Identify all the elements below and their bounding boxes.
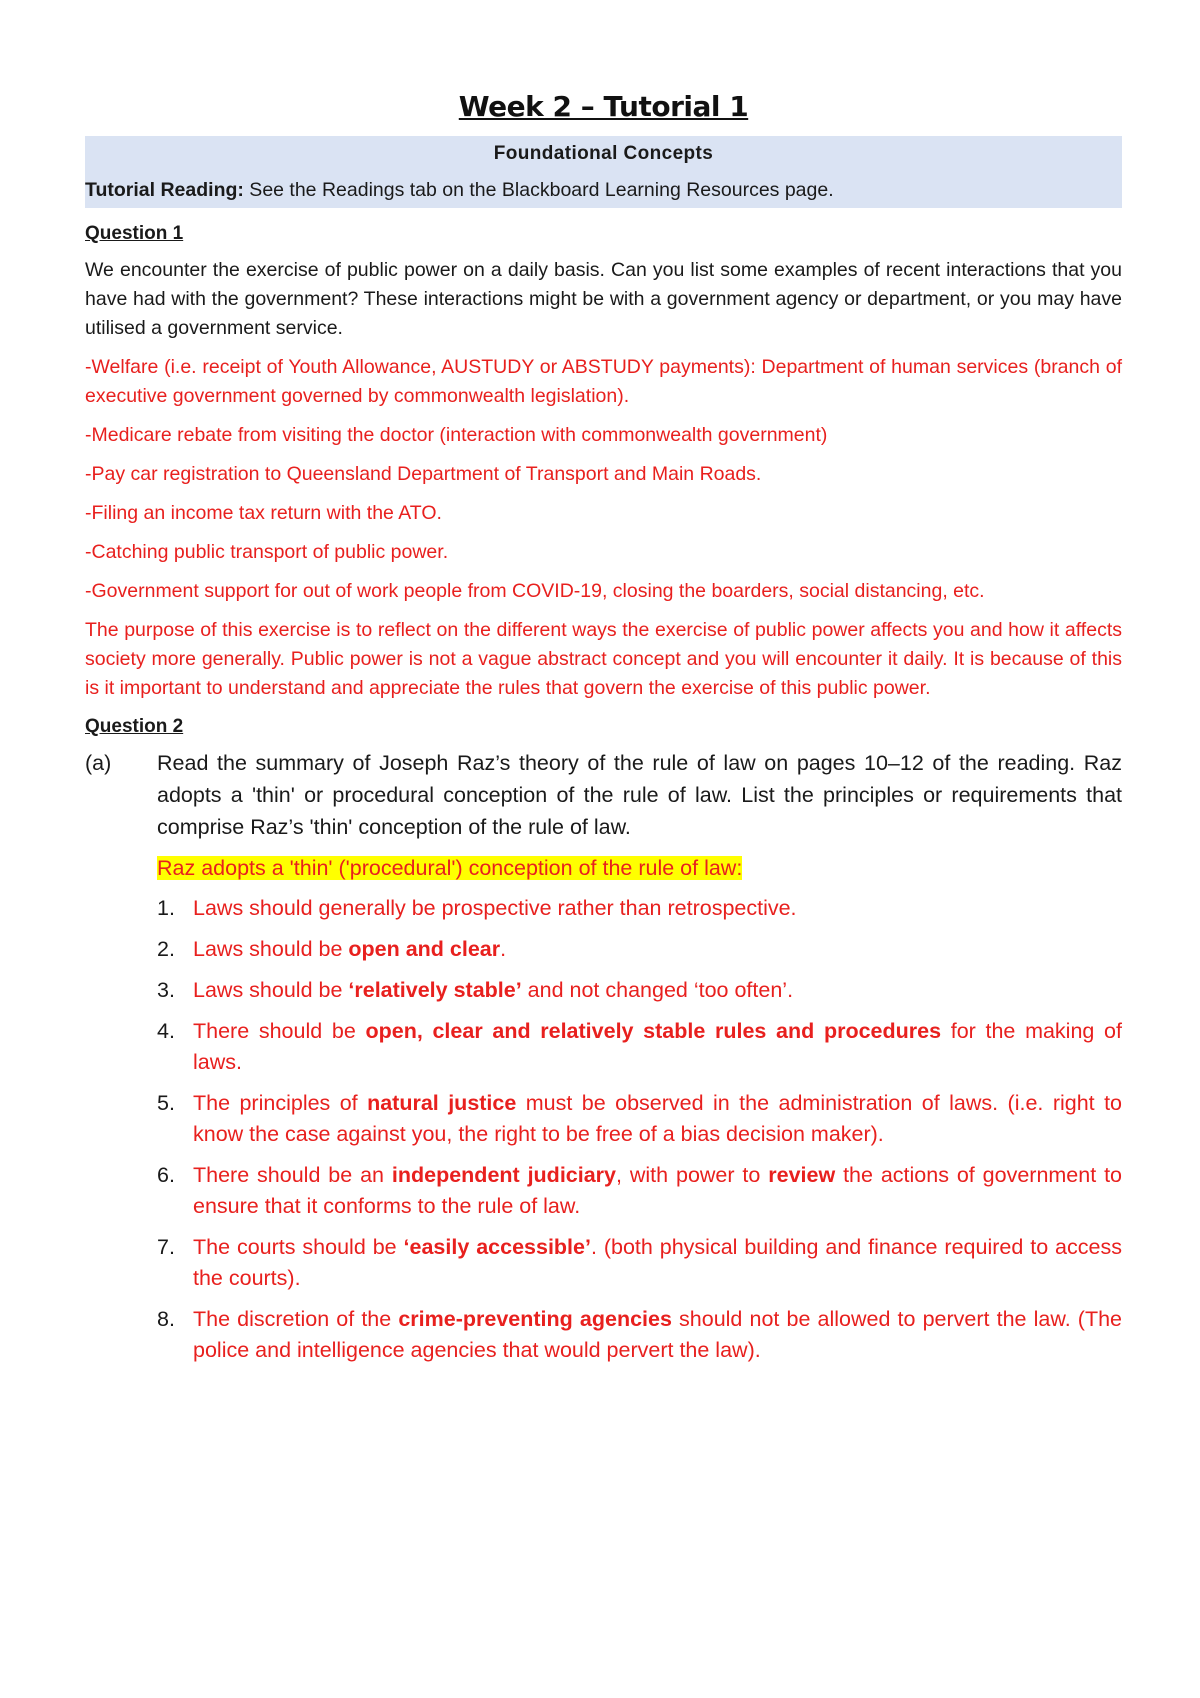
list-text: Laws should be (193, 978, 349, 1002)
tutorial-reading (85, 178, 1122, 202)
header-box (85, 136, 1122, 208)
list-bold-text: independent judiciary (391, 1163, 617, 1187)
list-text: , with power to (616, 1163, 769, 1187)
list-text: for the making of laws. (193, 1019, 1122, 1074)
list-text: must be observed in the administration of laws. (i.e. right to know the case against you, the right to be free of a bias decision maker). (193, 1091, 1122, 1146)
tutorial-reading-label: Tutorial Reading: (85, 179, 244, 201)
list-item (157, 1088, 1122, 1150)
list-text: . (both physical building and finance required to access the courts). (193, 1235, 1122, 1290)
section-subtitle: Foundational Concepts (493, 143, 714, 164)
answer-tax-return: -Filing an income tax return with the ATO. (85, 502, 442, 524)
highlighted-intro (157, 853, 1122, 883)
question-2a (85, 747, 1122, 843)
part-label: (a) (85, 751, 112, 775)
list-text: The discretion of the (193, 1307, 399, 1331)
question-1-heading: Question 1 (85, 223, 184, 244)
list-text: There should be an (193, 1163, 392, 1187)
list-text: The courts should be (193, 1235, 404, 1259)
document-page (85, 0, 1122, 1366)
list-text: There should be (193, 1019, 366, 1043)
list-number: 7. (157, 1235, 175, 1259)
tutorial-reading-text: See the Readings tab on the Blackboard Learning Resources page. (243, 179, 834, 201)
page-title: Week 2 – Tutorial 1 (458, 90, 749, 123)
answer-welfare: -Welfare (i.e. receipt of Youth Allowance, AUSTUDY or ABSTUDY payments): Department of human services (branch of executive government governed by commonwealth legislation). (85, 356, 1122, 407)
answer-covid-support: -Government support for out of work people from COVID-19, closing the boarders, social distancing, etc. (85, 580, 985, 602)
list-bold-text: review (768, 1163, 836, 1187)
answer-public-transport: -Catching public transport of public power. (85, 541, 449, 563)
answer-car-registration: -Pay car registration to Queensland Department of Transport and Main Roads. (85, 463, 762, 485)
list-number: 4. (157, 1019, 175, 1043)
list-bold-text: open, clear and relatively stable rules and procedures (365, 1019, 942, 1043)
list-bold-text: crime-preventing agencies (398, 1307, 672, 1331)
list-item (157, 1304, 1122, 1366)
list-item (157, 934, 1122, 965)
list-bold-text: open and clear (348, 937, 501, 961)
list-bold-text: ‘relatively stable’ (348, 978, 522, 1002)
list-item (157, 1160, 1122, 1222)
list-number: 5. (157, 1091, 175, 1115)
list-item (157, 893, 1122, 924)
list-number: 8. (157, 1307, 175, 1331)
part-text: Read the summary of Joseph Raz’s theory of the rule of law on pages 10–12 of the reading. Raz adopts a 'thin' or procedural conception of the rule of law. List the principles or requirements that comprise Raz’s 'thin' conception of the rule of law. (157, 751, 1122, 839)
answer-purpose: The purpose of this exercise is to reflect on the different ways the exercise of public power affects you and how it affects society more generally. Public power is not a vague abstract concept and you will encounter it daily. It is because of this is it important to understand and appreciate the rules that govern the exercise of this public power. (85, 619, 1122, 699)
question-1-body: We encounter the exercise of public power on a daily basis. Can you list some examples of recent interactions that you have had with the government? These interactions might be with a government agency or department, or you may have utilised a government service. (85, 259, 1122, 339)
list-text: and not changed ‘too often’. (521, 978, 794, 1002)
principles-list (157, 893, 1122, 1366)
list-number: 3. (157, 978, 175, 1002)
list-item (157, 1016, 1122, 1078)
answer-medicare: -Medicare rebate from visiting the doctor (interaction with commonwealth government) (85, 424, 828, 446)
question-2-heading: Question 2 (85, 716, 184, 737)
list-text: Laws should generally be prospective rather than retrospective. (193, 896, 797, 920)
list-bold-text: ‘easily accessible’ (403, 1235, 591, 1259)
list-text: . (500, 937, 507, 961)
list-number: 2. (157, 937, 175, 961)
list-bold-text: natural justice (367, 1091, 517, 1115)
list-text: should not be allowed to pervert the law. (The police and intelligence agencies that would pervert the law). (193, 1307, 1122, 1362)
list-text: The principles of (193, 1091, 368, 1115)
list-item (157, 1232, 1122, 1294)
list-number: 6. (157, 1163, 175, 1187)
list-text: Laws should be (193, 937, 349, 961)
highlighted-text: Raz adopts a 'thin' ('procedural') conception of the rule of law: (157, 856, 743, 880)
list-number: 1. (157, 896, 175, 920)
list-item (157, 975, 1122, 1006)
list-text: the actions of government to ensure that it conforms to the rule of law. (193, 1163, 1123, 1218)
